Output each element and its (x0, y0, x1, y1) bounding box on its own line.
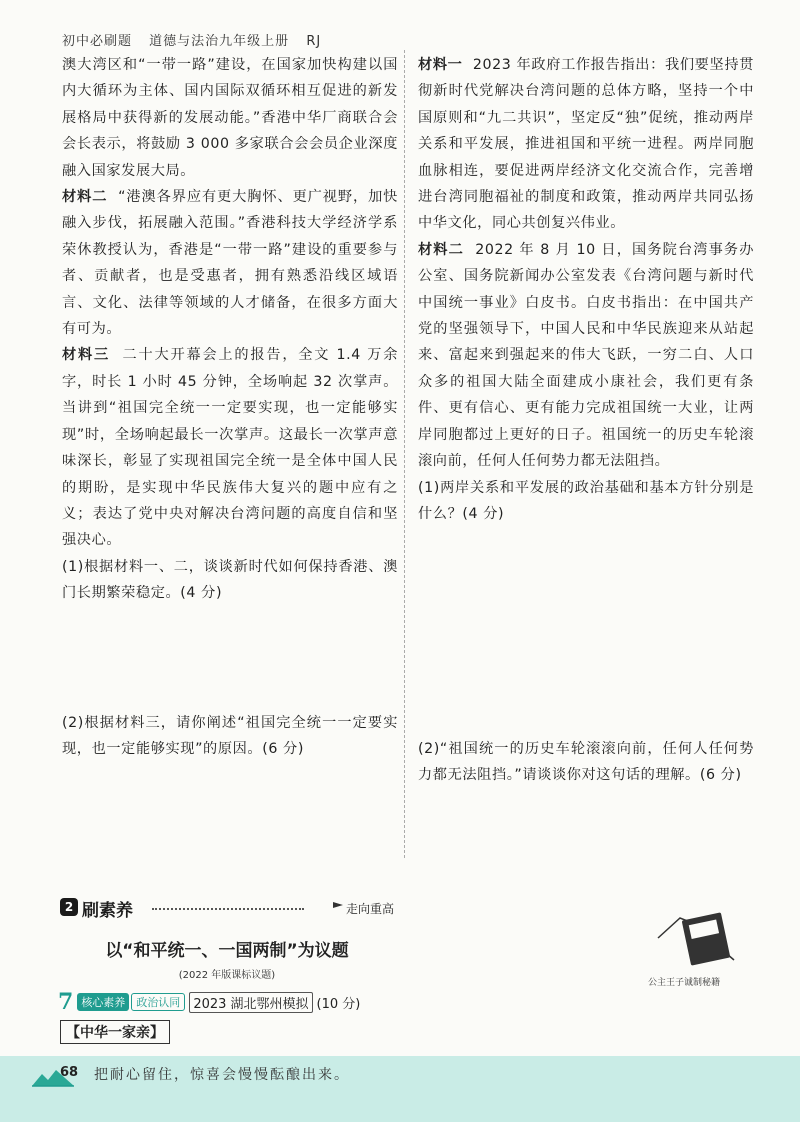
question-source: 2023 湖北鄂州模拟 (189, 992, 312, 1013)
material1-text: 2023 年政府工作报告指出：我们要坚持贯彻新时代党解决台湾问题的总体方略，坚持一个中国原则和“九二共识”，坚定反“独”促统，推动两岸关系和平发展，推进祖国和平统一进程。两岸同胞血脉相连，要促进两岸经济文化交流合作，完善增进台湾同胞福祉的制度和政策，推动两岸共同弘扬中华文化，同心共创复兴伟业。 (418, 57, 754, 232)
section-right-label (333, 900, 394, 917)
material3-label: 材料三 (62, 347, 110, 364)
question-2-left: (2)根据材料三，请你阐述“祖国完全统一一定要实现，也一定能够实现”的原因。(6 分) (62, 715, 398, 758)
edition-label: RJ (306, 34, 322, 49)
section-title: 刷素养 (82, 901, 133, 921)
section-right-text: 走向重高 (345, 902, 394, 916)
question-1-left: (1)根据材料一、二，谈谈新时代如何保持香港、澳门长期繁荣稳定。(4 分) (62, 558, 398, 602)
page-number: 68 (60, 1065, 79, 1080)
book-mascot-icon (650, 908, 742, 972)
flag-icon (333, 902, 343, 914)
material3-paragraph (62, 342, 398, 553)
material2-paragraph (62, 184, 398, 342)
right-column (418, 52, 754, 527)
section-header (60, 896, 394, 922)
section-badge: 2 (60, 898, 78, 916)
material2-text-right: 2022 年 8 月 10 日，国务院台湾事务办公室、国务院新闻办公室发表《台湾问题与新时代中国统一事业》白皮书。白皮书指出：在中国共产党的坚强领导下，中国人民和中华民族迎来从站起来、富起来到强起来的伟大飞跃，一穷二白、人口众多的祖国大陆全面建成小康社会，我们更有条件、更有信心、更有能力完成祖国统一大业，让两岸同胞都过上更好的日子。祖国统一的历史车轮滚滚向前，任何人任何势力都无法阻挡。 (418, 241, 754, 470)
question-1-right: (1)两岸关系和平发展的政治基础和基本方针分别是什么？(4 分) (418, 479, 754, 522)
material1-paragraph (418, 52, 754, 237)
topic-title: 以“和平统一、一国两制”为议题 (105, 941, 349, 961)
material2-paragraph-right (418, 237, 754, 475)
page-footer (0, 1056, 800, 1122)
material1-continued: 澳大湾区和“一带一路”建设，在国家加快构建以国内大循环为主体、国内国际双循环相互促进的新发展格局中获得新的发展动能。”香港中华厂商联合会会长表示，将鼓励 3 000 多家联合会会员企业深度融入国家发展大局。 (62, 57, 398, 179)
core-literacy-tag: 核心素养 (77, 993, 129, 1011)
material2-label: 材料二 (62, 189, 108, 206)
question-7-subtitle: 【中华一家亲】 (60, 1020, 170, 1044)
material1-label: 材料一 (418, 57, 463, 73)
section-dotted-line (152, 908, 304, 910)
material2-text: “港澳各界应有更大胸怀、更广视野，加快融入步伐，拓展融入范围。”香港科技大学经济学系荣休教授认为，香港是“一带一路”建设的重要参与者、贡献者，也是受惠者，拥有熟悉沿线区域语言、文化、法律等领域的人才储备，在很多方面大有可为。 (62, 189, 398, 338)
political-identity-tag: 政治认同 (131, 993, 185, 1011)
column-divider (404, 50, 405, 858)
series-name: 初中必刷题 (62, 34, 133, 49)
material2-label-right: 材料二 (418, 241, 464, 258)
question-score: (10 分) (316, 996, 361, 1012)
material3-text: 二十大开幕会上的报告，全文 1.4 万余字，时长 1 小时 45 分钟，全场响起 32 次掌声。当讲到“祖国完全统一一定要实现，也一定能够实现”时，全场响起最长一次掌声。这最长一次掌声意味深长，彰显了实现祖国完全统一是全体中国人民的期盼，是实现中华民族伟大复兴的题中应有之义；表达了党中央对解决台湾问题的高度自信和坚强决心。 (62, 347, 398, 549)
page-header (62, 30, 333, 49)
topic-subtitle: (2022 年版课标议题) (178, 970, 276, 981)
left-column (62, 52, 398, 607)
question-7-header (58, 990, 360, 1014)
footer-motto: 把耐心留住，惊喜会慢慢酝酿出来。 (94, 1067, 350, 1083)
subject-name: 道德与法治九年级上册 (149, 34, 290, 49)
question-number: 7 (58, 989, 74, 1015)
mascot-caption: 公主王子诚制秘籍 (648, 978, 721, 988)
question-2-right: (2)“祖国统一的历史车轮滚滚向前，任何人任何势力都无法阻挡。”请谈谈你对这句话的理解。(6 分) (418, 741, 754, 784)
